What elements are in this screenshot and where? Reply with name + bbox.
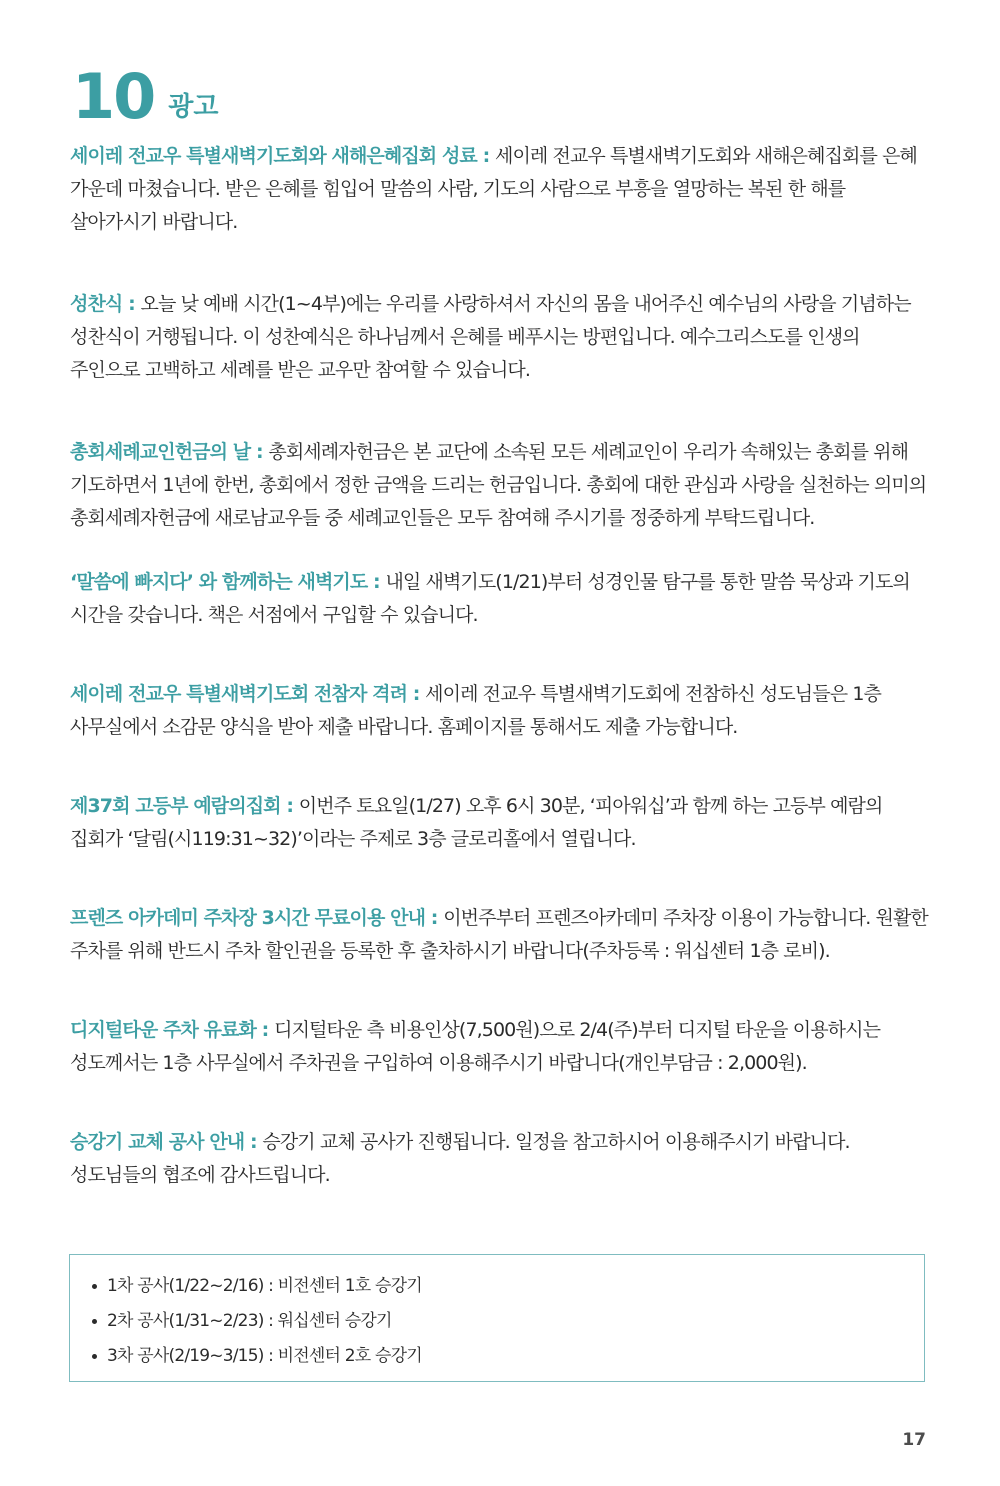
announcement-body: 디지털타운 측 비용인상(7,500원)으로 2/4(주)부터 디지털 타운을 이용하시는 성도께서는 1층 사무실에서 주차권을 구입하여 이용해주시기 바랍니다(개인부담금 : 2,000원).	[70, 1019, 881, 1074]
announcement-dawn-prayer	[70, 566, 928, 632]
bullet-icon	[92, 1319, 97, 1324]
announcement-body: 승강기 교체 공사가 진행됩니다. 일정을 참고하시어 이용해주시기 바랍니다. 성도님들의 협조에 감사드립니다.	[70, 1131, 850, 1186]
announcement-title: 디지털타운 주차 유료화 :	[70, 1019, 275, 1041]
schedule-item-text: 1차 공사(1/22~2/16) : 비전센터 1호 승강기	[107, 1276, 422, 1296]
bullet-icon	[92, 1354, 97, 1359]
section-number: 10	[72, 60, 155, 133]
announcement-elevator-replacement	[70, 1126, 928, 1192]
announcement-communion	[70, 288, 928, 387]
schedule-item-text: 3차 공사(2/19~3/15) : 비전센터 2호 승강기	[107, 1346, 422, 1366]
section-header	[72, 60, 219, 133]
announcement-title: 승강기 교체 공사 안내 :	[70, 1131, 263, 1153]
announcement-highschool-meeting	[70, 790, 928, 856]
schedule-item	[92, 1304, 924, 1339]
announcement-free-parking	[70, 902, 928, 968]
announcement-title: 프렌즈 아카데미 주차장 3시간 무료이용 안내 :	[70, 907, 444, 929]
schedule-item	[92, 1269, 924, 1304]
page-number: 17	[902, 1430, 926, 1450]
announcement-paid-parking	[70, 1014, 928, 1080]
announcement-title: 세이레 전교우 특별새벽기도회 전참자 격려 :	[70, 683, 426, 705]
announcement-title: ‘말씀에 빠지다’ 와 함께하는 새벽기도 :	[70, 571, 386, 593]
announcement-closing-meeting	[70, 140, 928, 239]
section-title: 광고	[168, 92, 219, 122]
announcement-body: 이번주 토요일(1/27) 오후 6시 30분, ‘피아워십’과 함께 하는 고등부 예람의 집회가 ‘달림(시119:31~32)’이라는 주제로 3층 글로리홀에서 열립니다.	[70, 795, 883, 850]
announcement-body: 오늘 낮 예배 시간(1~4부)에는 우리를 사랑하셔서 자신의 몸을 내어주신 예수님의 사랑을 기념하는 성찬식이 거행됩니다. 이 성찬예식은 하나님께서 은혜를 베푸시는 방편입니다. 예수그리스도를 인생의 주인으로 고백하고 세례를 받은 교우만 참여할 수 있습니다.	[70, 293, 911, 381]
announcement-body: 이번주부터 프렌즈아카데미 주차장 이용이 가능합니다. 원활한 주차를 위해 반드시 주차 할인권을 등록한 후 출차하시기 바랍니다(주차등록 : 워십센터 1층 로비).	[70, 907, 928, 962]
elevator-schedule-box	[69, 1254, 925, 1382]
announcement-list	[70, 140, 928, 1192]
announcement-title: 총회세례교인헌금의 날 :	[70, 441, 269, 463]
schedule-item-text: 2차 공사(1/31~2/23) : 워십센터 승강기	[107, 1311, 392, 1331]
announcement-body: 세이레 전교우 특별새벽기도회에 전참하신 성도님들은 1층 사무실에서 소감문 양식을 받아 제출 바랍니다. 홈페이지를 통해서도 제출 가능합니다.	[70, 683, 881, 738]
announcement-offering-day	[70, 436, 928, 535]
announcement-attendance-encouragement	[70, 678, 928, 744]
bullet-icon	[92, 1284, 97, 1289]
announcement-title: 제37회 고등부 예람의집회 :	[70, 795, 299, 817]
announcement-body: 세이레 전교우 특별새벽기도회와 새해은혜집회를 은혜 가운데 마쳤습니다. 받은 은혜를 힘입어 말씀의 사람, 기도의 사람으로 부흥을 열망하는 복된 한 해를 살아가시기 바랍니다.	[70, 145, 917, 233]
announcement-title: 세이레 전교우 특별새벽기도회와 새해은혜집회 성료 :	[70, 145, 495, 167]
announcement-body: 총회세례자헌금은 본 교단에 소속된 모든 세례교인이 우리가 속해있는 총회를 위해 기도하면서 1년에 한번, 총회에서 정한 금액을 드리는 헌금입니다. 총회에 대한 관심과 사랑을 실천하는 의미의 총회세례자헌금에 새로남교우들 중 세례교인들은 모두 참여해 주시기를 정중하게 부탁드립니다.	[70, 441, 927, 529]
announcement-body: 내일 새벽기도(1/21)부터 성경인물 탐구를 통한 말씀 묵상과 기도의 시간을 갖습니다. 책은 서점에서 구입할 수 있습니다.	[70, 571, 910, 626]
schedule-item	[92, 1339, 924, 1374]
announcement-title: 성찬식 :	[70, 293, 141, 315]
